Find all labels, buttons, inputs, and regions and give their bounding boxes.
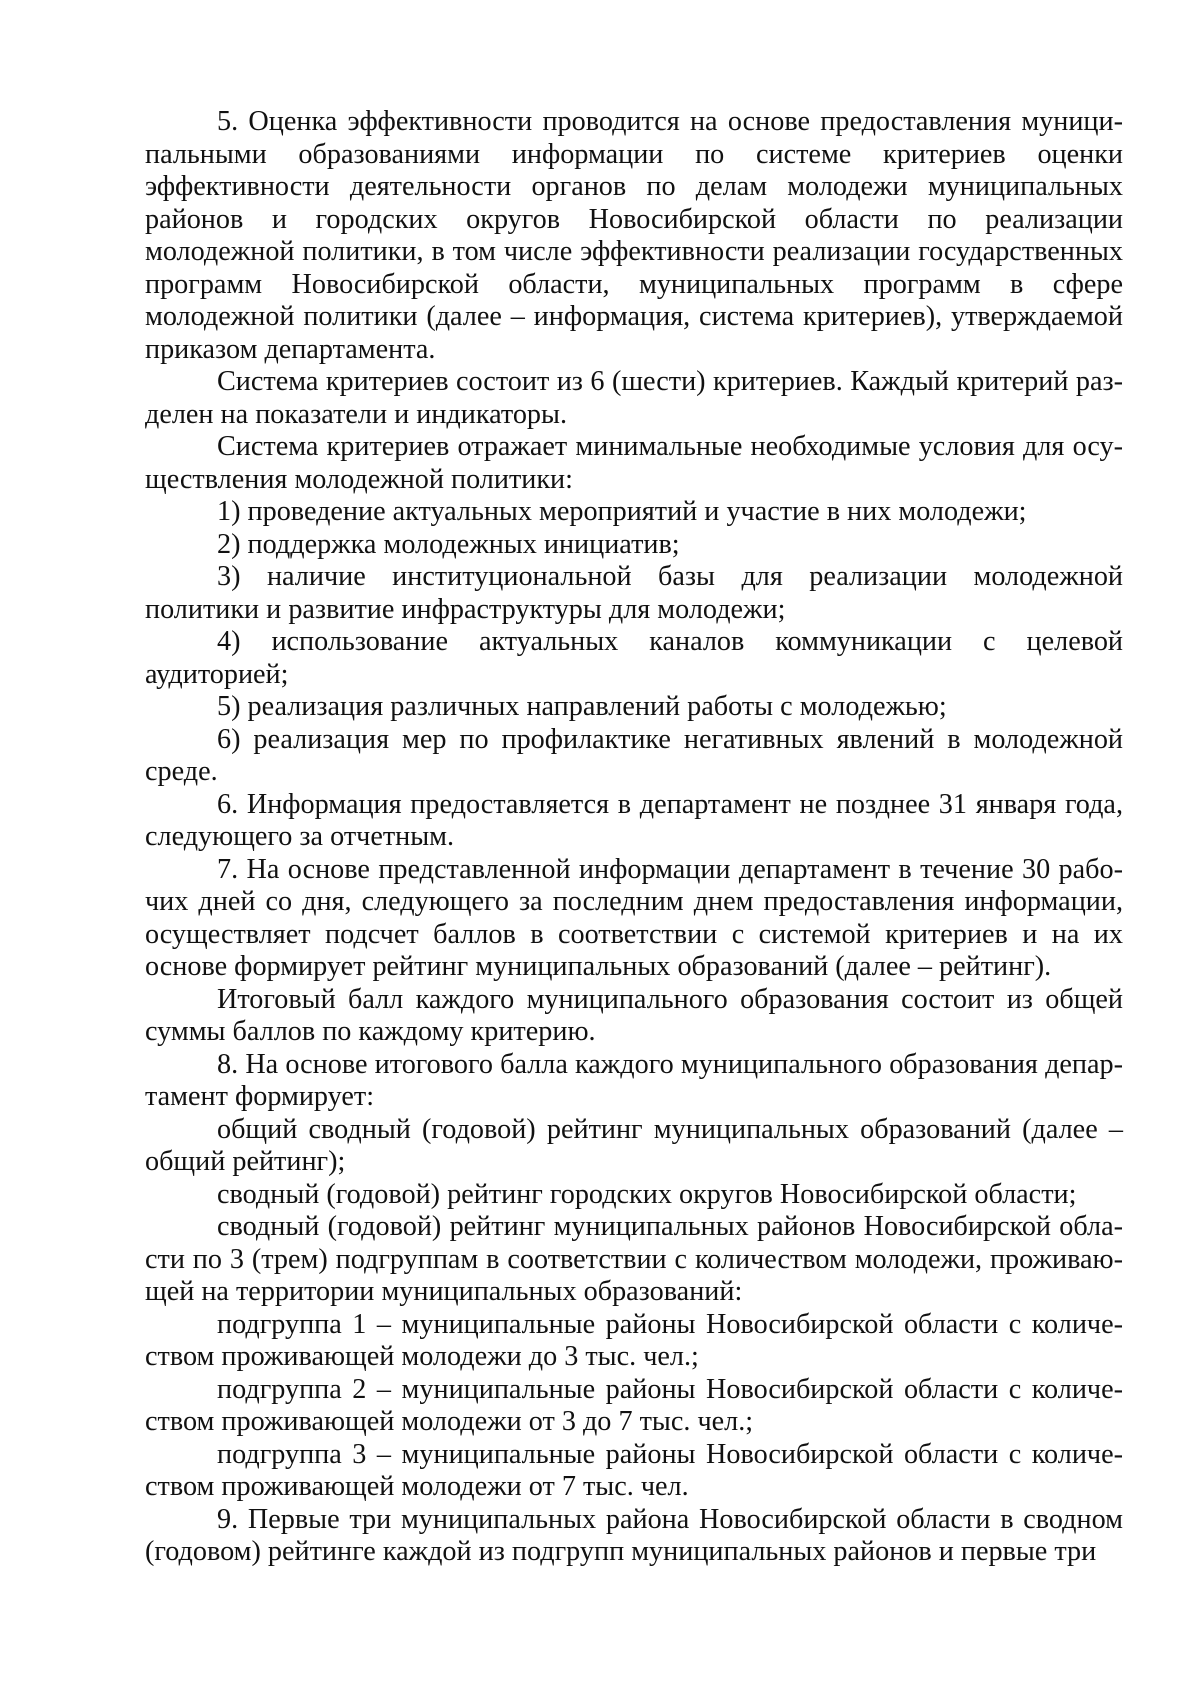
rating-city-districts: сводный (годовой) рейтинг городских округов Новосибирской области;: [217, 1178, 1077, 1210]
paragraph-7-scoring: 7. На основе представленной информации департамент в течение 30 рабочих дней со дня, следующего за последним днем предоставления информации, осуществляет подсчет баллов в соответствии с системой критериев и на их основе формирует рейтинг муниципальных образований (далее – рейтинг).: [145, 853, 1123, 982]
paragraph-total-score: Итоговый балл каждого муниципального образования состоит из общей суммы баллов по каждому критерию.: [145, 983, 1123, 1047]
list-item-5: 5) реализация различных направлений работы с молодежью;: [217, 691, 947, 722]
list-item-2: 2) поддержка молодежных инициатив;: [217, 528, 680, 560]
list-item-6: 6) реализация мер по профилактике негативных явлений в молодежной среде.: [145, 723, 1123, 787]
paragraph-5-evaluation-basis: 5. Оценка эффективности проводится на основе предоставления муниципальными образованиями информации по системе критериев оценки эффективности деятельности органов по делам молодежи муниципальных районов и городских округов Новосибирской области по реализации молодежной политики, в том числе эффективности реализации государственных программ Новосибирской области, муниципальных программ в сфере молодежной политики (далее – информация, система критериев), утверждаемой приказом департамента.: [145, 106, 1123, 365]
rating-municipal-districts: сводный (годовой) рейтинг муниципальных районов Новосибирской области по 3 (трем) подгруппам в соответствии с количеством молодежи, проживающей на территории муниципальных образований:: [145, 1211, 1123, 1307]
document-page: [145, 106, 1123, 1569]
paragraph-6-deadline: 6. Информация предоставляется в департамент не позднее 31 января года, следующего за отчетным.: [145, 788, 1123, 852]
paragraph-9-top-districts: 9. Первые три муниципальных района Новосибирской области в сводном (годовом) рейтинге каждой из подгрупп муниципальных районов и первые три: [145, 1503, 1123, 1567]
list-item-3: 3) наличие институциональной базы для реализации молодежной политики и развитие инфраструктуры для молодежи;: [145, 561, 1123, 625]
subgroup-3: подгруппа 3 – муниципальные районы Новосибирской области с количеством проживающей молодежи от 7 тыс. чел.: [145, 1438, 1123, 1502]
subgroup-1: подгруппа 1 – муниципальные районы Новосибирской области с количеством проживающей молодежи до 3 тыс. чел.;: [145, 1308, 1123, 1372]
rating-general: общий сводный (годовой) рейтинг муниципальных образований (далее – общий рейтинг);: [145, 1113, 1123, 1177]
list-item-4: 4) использование актуальных каналов коммуникации с целевой аудиторией;: [145, 626, 1123, 690]
paragraph-8-ratings: 8. На основе итогового балла каждого муниципального образования департамент формирует:: [145, 1048, 1123, 1112]
paragraph-criteria-count: Система критериев состоит из 6 (шести) критериев. Каждый критерий разделен на показатели и индикаторы.: [145, 366, 1123, 430]
paragraph-criteria-conditions: Система критериев отражает минимальные необходимые условия для осуществления молодежной политики:: [145, 431, 1123, 495]
subgroup-2: подгруппа 2 – муниципальные районы Новосибирской области с количеством проживающей молодежи от 3 до 7 тыс. чел.;: [145, 1373, 1123, 1437]
list-item-1: 1) проведение актуальных мероприятий и участие в них молодежи;: [217, 496, 1027, 527]
